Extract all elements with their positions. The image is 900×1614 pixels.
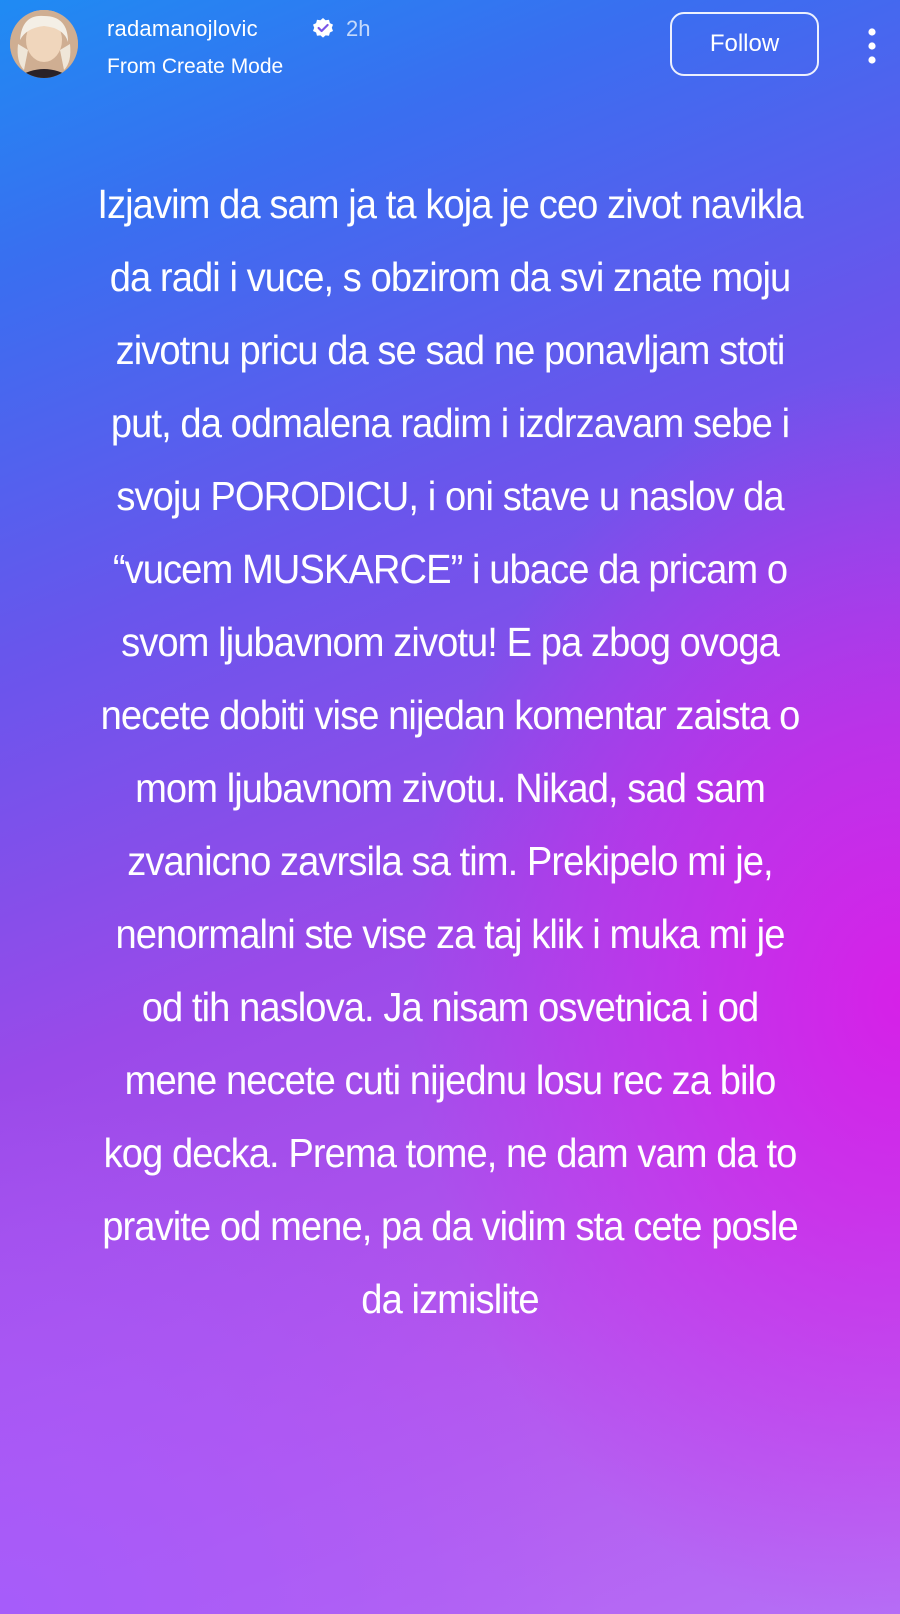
story-header	[0, 0, 900, 100]
avatar[interactable]	[10, 10, 78, 78]
post-time: 2h	[346, 16, 371, 41]
verified-badge-icon	[311, 17, 335, 41]
username[interactable]: radamanojlovic	[107, 16, 258, 41]
more-vertical-icon[interactable]	[858, 24, 886, 68]
story-text: Izjavim da sam ja ta koja je ceo zivot navikla da radi i vuce, s obzirom da svi znate moju zivotnu pricu da se sad ne ponavljam stoti put, da odmalena radim i izdrzavam sebe i svoju PORODICU, i oni stave u naslov da “vucem MUSKARCE” i ubace da pricam o svom ljubavnom zivotu! E pa zbog ovoga necete dobiti vise nijedan komentar zaista o mom ljubavnom zivotu. Nikad, sad sam zvanicno zavrsila sa tim. Prekipelo mi je, nenormalni ste vise za taj klik i muka mi je od tih naslova. Ja nisam osvetnica i od mene necete cuti nijednu losu rec za bilo kog decka. Prema tome, ne dam vam da to pravite od mene, pa da vidim sta cete posle da izmislite	[97, 181, 803, 1322]
create-mode-label: From Create Mode	[107, 55, 284, 78]
follow-button[interactable]: Follow	[670, 12, 819, 76]
